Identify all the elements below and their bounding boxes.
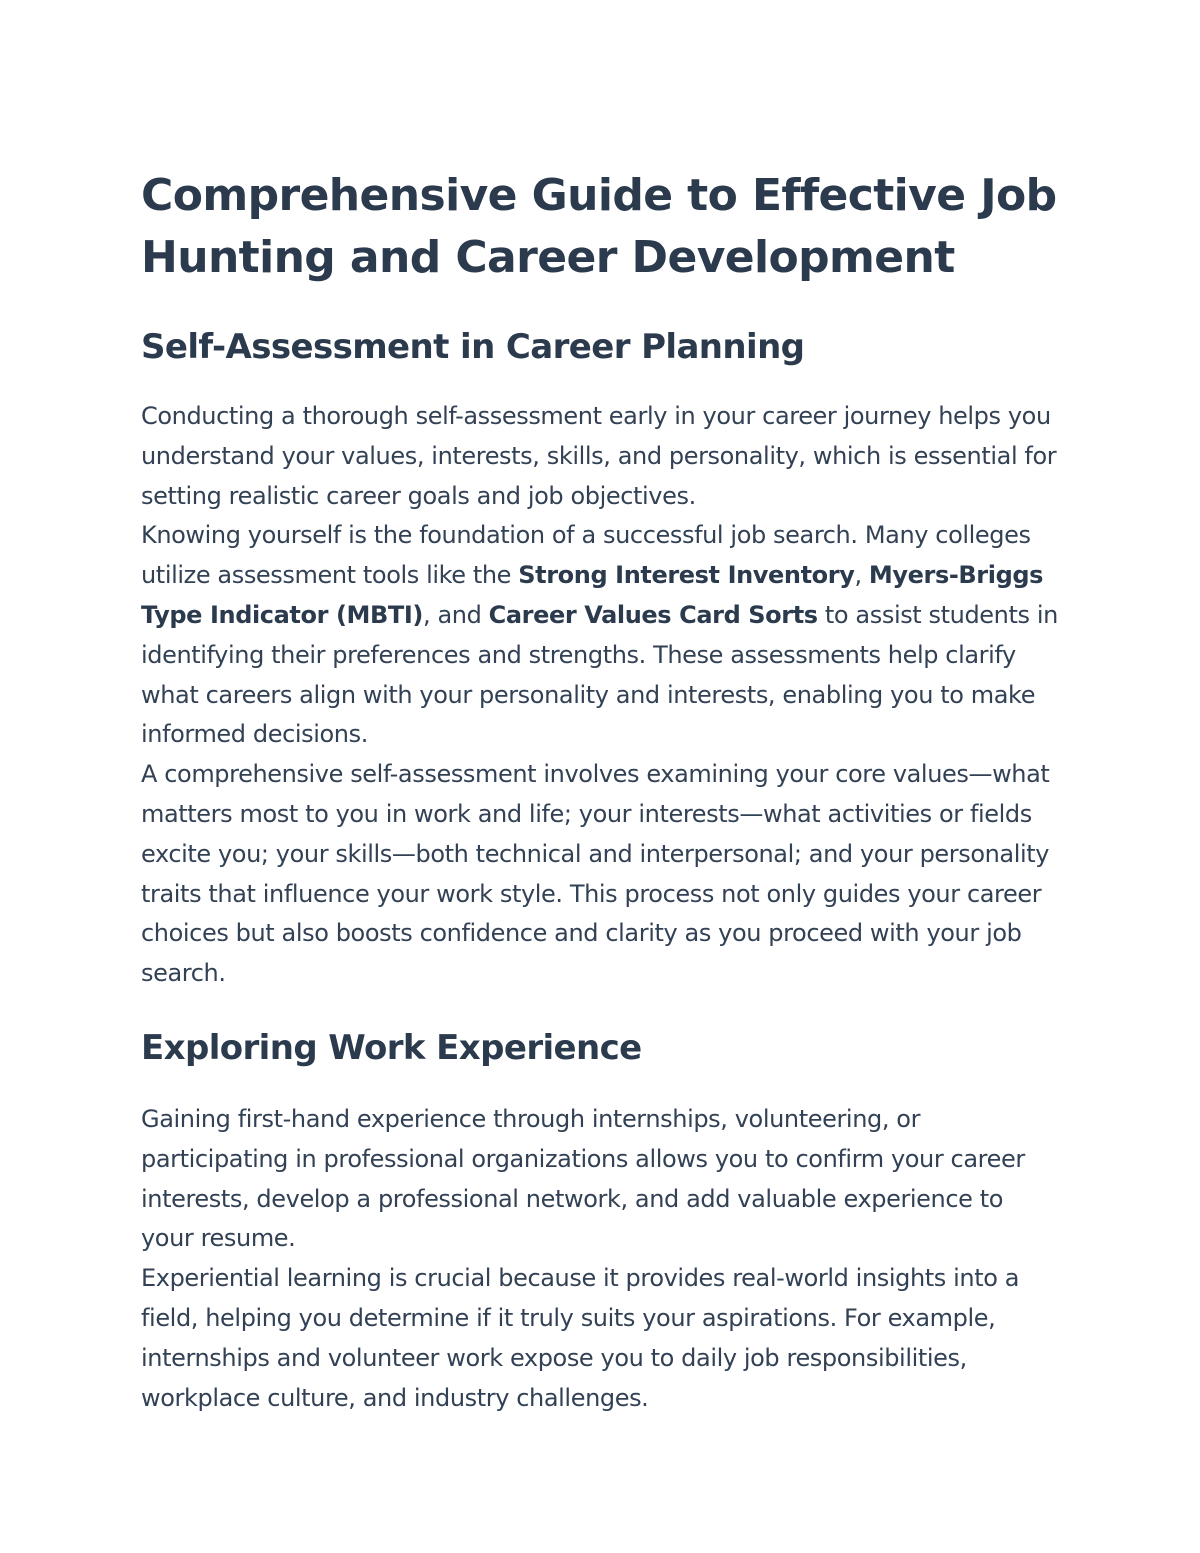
- section-heading: Exploring Work Experience: [141, 1027, 642, 1068]
- text-run: ,: [854, 561, 869, 590]
- text-run: to assist students in identifying their preferences and strengths. These assessments help clarify what careers align with your personality and interests, enabling you to make informed decisions.: [141, 600, 1058, 749]
- paragraph: Conducting a thorough self-assessment early in your career journey helps you understand your values, interests, skills, and personality, which is essential for setting realistic career goals and job objectives.: [141, 402, 1057, 510]
- bold-term: Strong Interest Inventory: [518, 561, 855, 590]
- document-page: [141, 165, 1061, 1418]
- paragraph: [141, 516, 1061, 755]
- paragraph: Gaining first-hand experience through internships, volunteering, or participating in professional organizations allows you to confirm your career interests, develop a professional network, and add valuable experience to your resume.: [141, 1104, 1025, 1253]
- text-run: , and: [423, 600, 489, 629]
- section-self-assessment: [141, 325, 1061, 994]
- paragraph: A comprehensive self-assessment involves examining your core values—what matters most to you in work and life; your interests—what activities or fields excite you; your skills—both technical and interpersonal; and your personality traits that influence your work style. This process not only guides your career choices but also boosts confidence and clarity as you proceed with your job search.: [141, 760, 1050, 988]
- section-heading: Self-Assessment in Career Planning: [141, 327, 805, 367]
- bold-term: Myers-Briggs Type Indicator (MBTI): [141, 561, 1044, 629]
- section-work-experience: [141, 1026, 1061, 1418]
- paragraph: Experiential learning is crucial because it provides real-world insights into a field, helping you determine if it truly suits your aspirations. For example, internships and volunteer work expose you to daily job responsibilities, workplace culture, and industry challenges.: [141, 1264, 1020, 1412]
- bold-term: Career Values Card Sorts: [488, 600, 818, 629]
- document-title: Comprehensive Guide to Effective Job Hunting and Career Development: [141, 170, 1057, 283]
- text-run: Knowing yourself is the foundation of a successful job search. Many colleges utilize assessment tools like the: [141, 521, 1031, 590]
